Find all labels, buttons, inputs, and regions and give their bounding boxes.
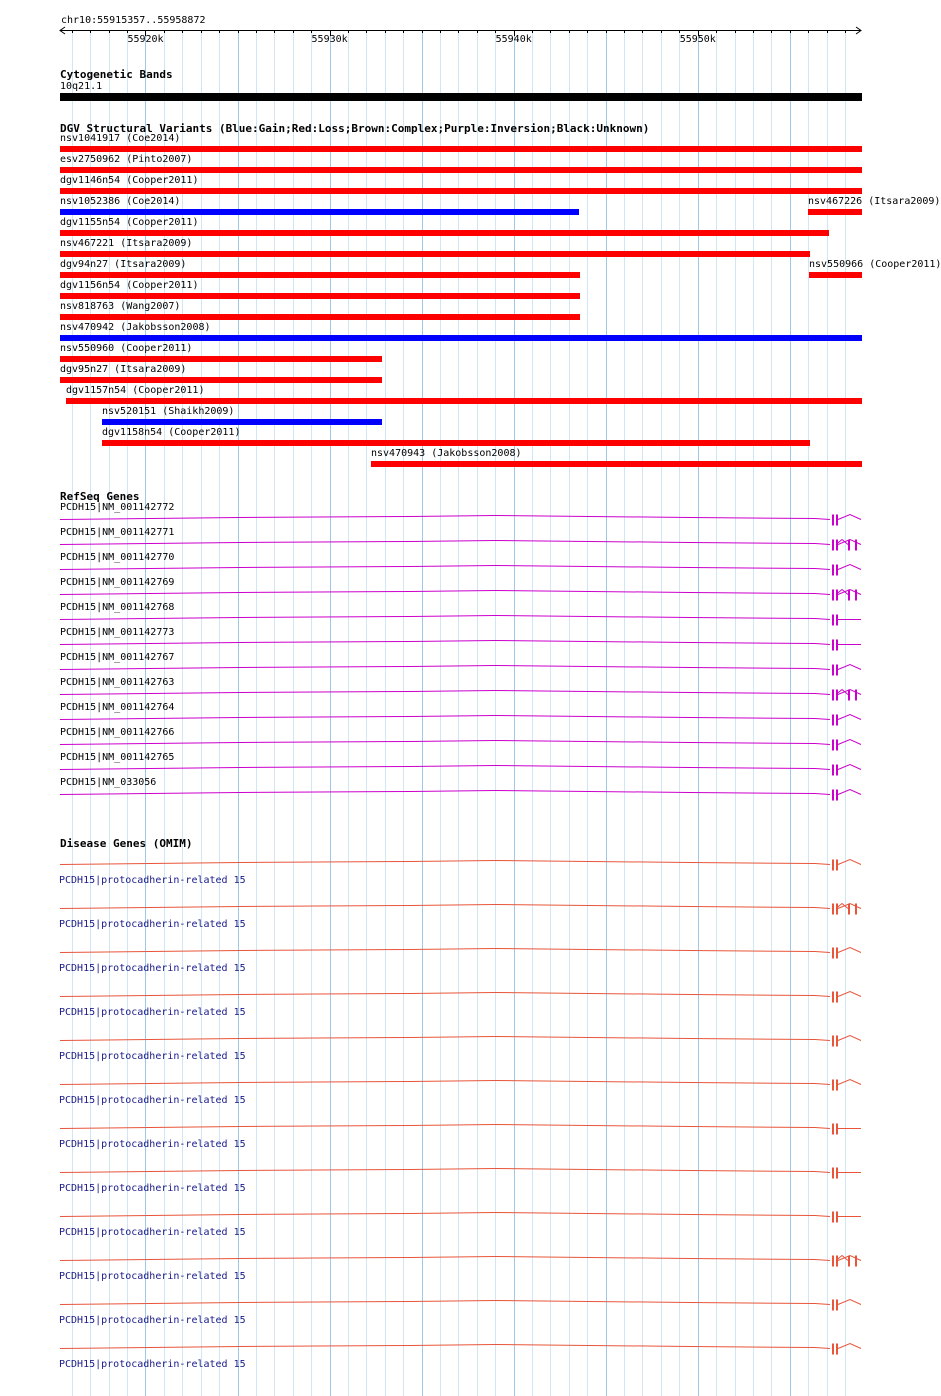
variant-bar[interactable] (60, 293, 580, 299)
cytoband-label: 10q21.1 (60, 81, 103, 92)
omim-gene-label[interactable]: PCDH15|protocadherin-related 15 (59, 1094, 246, 1106)
variant-label: nsv1052386 (Coe2014) (60, 196, 181, 207)
refseq-gene-label: PCDH15|NM_001142764 (60, 702, 175, 713)
variant-label: nsv467221 (Itsara2009) (60, 238, 193, 249)
cytoband-track-title: Cytogenetic Bands (60, 68, 173, 81)
omim-gene-label[interactable]: PCDH15|protocadherin-related 15 (59, 962, 246, 974)
omim-gene-label[interactable]: PCDH15|protocadherin-related 15 (59, 1050, 246, 1062)
variant-bar[interactable] (371, 461, 862, 467)
variant-label: nsv520151 (Shaikh2009) (102, 406, 235, 417)
omim-gene-label[interactable]: PCDH15|protocadherin-related 15 (59, 1006, 246, 1018)
omim-gene-label[interactable]: PCDH15|protocadherin-related 15 (59, 1314, 246, 1326)
variant-bar[interactable] (60, 230, 829, 236)
variant-label: nsv467226 (Itsara2009) (808, 196, 941, 207)
cytoband-bar[interactable] (60, 93, 862, 101)
omim-gene-label[interactable]: PCDH15|protocadherin-related 15 (59, 918, 246, 930)
variant-label: dgv1156n54 (Cooper2011) (60, 280, 199, 291)
variant-bar[interactable] (60, 314, 580, 320)
ruler-tick-label: 55940k (495, 34, 532, 45)
variant-bar[interactable] (60, 377, 382, 383)
variant-bar[interactable] (60, 356, 382, 362)
omim-gene-label[interactable]: PCDH15|protocadherin-related 15 (59, 1270, 246, 1282)
omim-gene-label[interactable]: PCDH15|protocadherin-related 15 (59, 1138, 246, 1150)
refseq-gene-label: PCDH15|NM_001142765 (60, 752, 175, 763)
dgv-track-title: DGV Structural Variants (Blue:Gain;Red:Loss;Brown:Complex;Purple:Inversion;Black:Unknown) (60, 122, 650, 135)
variant-bar[interactable] (60, 209, 579, 215)
refseq-gene-label: PCDH15|NM_001142768 (60, 602, 175, 613)
refseq-gene-label: PCDH15|NM_001142773 (60, 627, 175, 638)
variant-label: dgv94n27 (Itsara2009) (60, 259, 187, 270)
refseq-gene-label: PCDH15|NM_033056 (60, 777, 157, 788)
variant-bar[interactable] (60, 272, 580, 278)
refseq-gene-label: PCDH15|NM_001142769 (60, 577, 175, 588)
refseq-gene-label: PCDH15|NM_001142763 (60, 677, 175, 688)
variant-bar[interactable] (60, 335, 862, 341)
omim-gene-label[interactable]: PCDH15|protocadherin-related 15 (59, 1182, 246, 1194)
refseq-gene-label: PCDH15|NM_001142766 (60, 727, 175, 738)
variant-bar[interactable] (60, 167, 862, 173)
variant-bar[interactable] (60, 251, 810, 257)
variant-label: nsv1041917 (Coe2014) (60, 133, 181, 144)
variant-label: dgv1157n54 (Cooper2011) (66, 385, 205, 396)
region-label: chr10:55915357..55958872 (61, 15, 206, 26)
variant-bar[interactable] (809, 272, 862, 278)
variant-label: dgv1155n54 (Cooper2011) (60, 217, 199, 228)
refseq-gene-label: PCDH15|NM_001142767 (60, 652, 175, 663)
variant-bar[interactable] (102, 419, 382, 425)
refseq-gene-label: PCDH15|NM_001142770 (60, 552, 175, 563)
variant-label: dgv1146n54 (Cooper2011) (60, 175, 199, 186)
refseq-gene-label: PCDH15|NM_001142772 (60, 502, 175, 513)
variant-label: esv2750962 (Pinto2007) (60, 154, 193, 165)
variant-label: nsv470942 (Jakobsson2008) (60, 322, 211, 333)
variant-label: dgv95n27 (Itsara2009) (60, 364, 187, 375)
ruler-tick-label: 55950k (679, 34, 716, 45)
variant-label: nsv470943 (Jakobsson2008) (371, 448, 522, 459)
variant-label: nsv550960 (Cooper2011) (60, 343, 193, 354)
variant-label: nsv818763 (Wang2007) (60, 301, 181, 312)
omim-gene-label[interactable]: PCDH15|protocadherin-related 15 (59, 874, 246, 886)
ruler-tick-label: 55920k (127, 34, 164, 45)
ruler-tick-label: 55930k (311, 34, 348, 45)
variant-bar[interactable] (60, 146, 862, 152)
variant-bar[interactable] (66, 398, 862, 404)
refseq-gene-label: PCDH15|NM_001142771 (60, 527, 175, 538)
variant-bar[interactable] (102, 440, 810, 446)
variant-label: dgv1158n54 (Cooper2011) (102, 427, 241, 438)
omim-gene-label[interactable]: PCDH15|protocadherin-related 15 (59, 1226, 246, 1238)
omim-gene-label[interactable]: PCDH15|protocadherin-related 15 (59, 1358, 246, 1370)
variant-label: nsv550966 (Cooper2011) (809, 259, 941, 270)
variant-bar[interactable] (808, 209, 862, 215)
omim-track-title: Disease Genes (OMIM) (60, 837, 193, 850)
variant-bar[interactable] (60, 188, 862, 194)
refseq-track-title: RefSeq Genes (60, 490, 140, 503)
